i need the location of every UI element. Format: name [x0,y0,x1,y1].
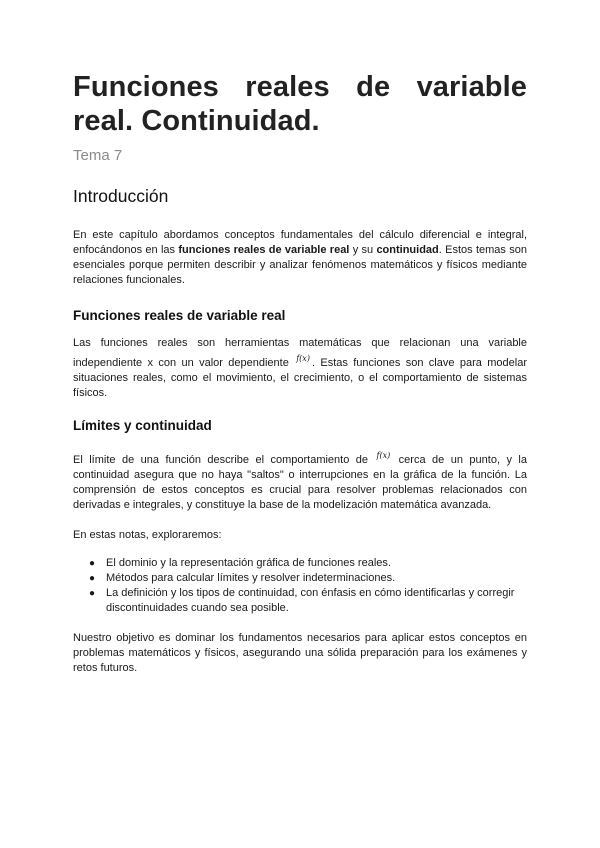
section2-text-1: El límite de una función describe el comportamiento de [73,454,375,466]
intro-text-3: . Estos temas son esenciales porque permiten describir y analizar fenómenos matemáticos y físicos mediante relaciones funcionales. [73,244,527,286]
list-item [73,571,527,586]
section1-text-1: Las funciones reales son herramientas matemáticas que relacionan una variable independiente x con un valor dependiente [73,337,527,369]
section2-text-2: cerca de un punto, y la continuidad asegura que no haya "saltos" o interrupciones en la gráfica de la función. La comprensión de estos conceptos es crucial para resolver problemas relacionados con derivadas e integrales, y constituye la base de la modelización matemática avanzada. [73,454,527,511]
bullet-icon: ● [89,588,96,599]
list-item [73,586,527,616]
topics-list [73,556,527,616]
list-item [73,556,527,571]
intro-text-1: En este capítulo abordamos conceptos fundamentales del cálculo diferencial e integral, enfocándonos en las [73,229,527,256]
bullet-icon: ● [89,573,96,584]
list-item-text: Métodos para calcular límites y resolver indeterminaciones. [106,572,396,584]
section1-paragraph [73,336,527,401]
section1-math-fx: f(x) [296,354,310,363]
section2-math-fx: f(x) [376,451,391,460]
section2-heading: Límites y continuidad [73,418,212,433]
intro-paragraph [73,228,527,288]
intro-text-2: y su [349,244,377,256]
list-intro: En estas notas, exploraremos: [73,529,222,541]
document-content [73,70,527,676]
bullet-icon: ● [89,558,96,569]
document-subtitle: Tema 7 [73,147,123,164]
intro-bold-functions: funciones reales de variable real [178,244,350,256]
section1-heading: Funciones reales de variable real [73,308,286,323]
intro-heading: Introducción [73,186,169,206]
section1-text-2: . Estas funciones son clave para modelar situaciones reales, como el movimiento, el crecimiento, o el comportamiento de sistemas físicos. [73,357,527,399]
list-item-text: El dominio y la representación gráfica de funciones reales. [106,557,391,569]
intro-bold-continuity: continuidad [376,244,439,256]
document-title: Funciones reales de variable real. Continuidad. [73,71,527,137]
section2-paragraph [73,448,527,513]
closing-paragraph: Nuestro objetivo es dominar los fundamentos necesarios para aplicar estos conceptos en problemas matemáticos y físicos, asegurando una sólida preparación para los exámenes y retos futuros. [73,632,527,674]
list-item-text: La definición y los tipos de continuidad, con énfasis en cómo identificarlas y corregir discontinuidades cuando sea posible. [106,587,515,614]
